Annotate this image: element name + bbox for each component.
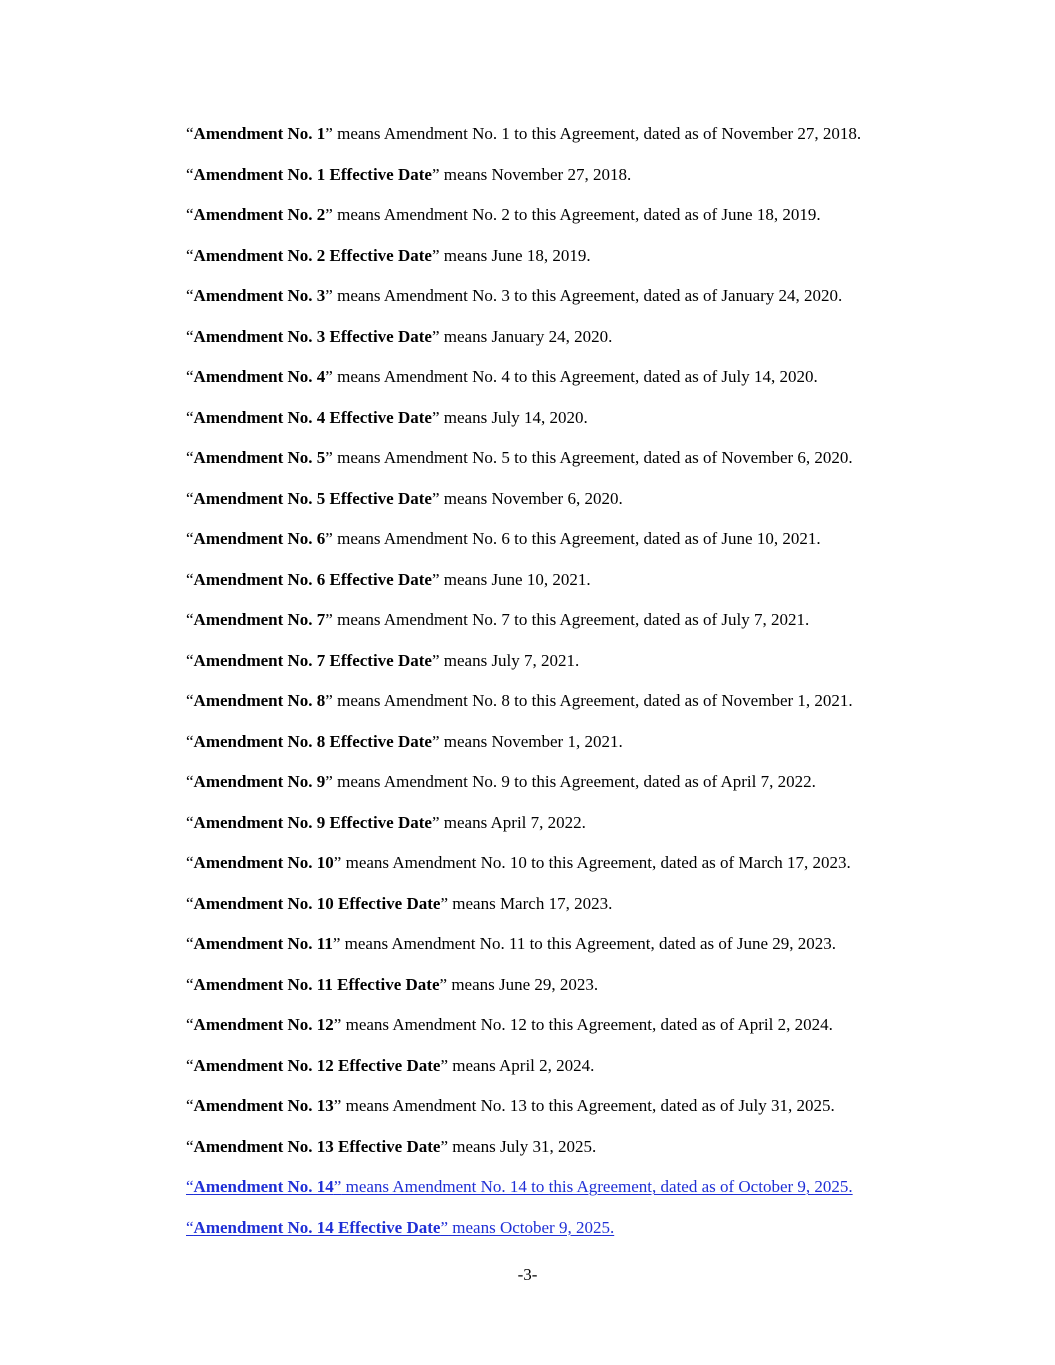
defined-term: Amendment No. 6 [193, 529, 326, 548]
defined-term: Amendment No. 2 [193, 205, 326, 224]
close-quote: ” [440, 1136, 449, 1156]
defined-term: Amendment No. 4 Effective Date [193, 407, 432, 427]
definition-row [186, 1014, 946, 1055]
open-quote: “ [186, 934, 194, 953]
open-quote: “ [186, 124, 194, 143]
close-quote: ” [325, 772, 333, 791]
open-quote: “ [186, 893, 194, 913]
defined-term: Amendment No. 12 Effective Date [193, 1055, 441, 1075]
defined-term: Amendment No. 6 Effective Date [193, 569, 432, 589]
definition-row [186, 569, 946, 610]
open-quote: “ [186, 1055, 194, 1075]
definition-row [186, 528, 946, 569]
defined-term: Amendment No. 11 [193, 934, 333, 953]
definition-row [186, 650, 946, 691]
definition-text: means Amendment No. 5 to this Agreement, dated as of November 6, 2020. [332, 448, 853, 467]
definition-text: means Amendment No. 3 to this Agreement, dated as of January 24, 2020. [332, 286, 843, 305]
close-quote: ” [325, 529, 333, 548]
definition-text: means January 24, 2020. [439, 326, 613, 346]
close-quote: ” [440, 1055, 449, 1075]
defined-term: Amendment No. 9 [193, 772, 326, 791]
close-quote: ” [431, 488, 440, 508]
definition-row [186, 812, 946, 853]
inserted-definition-row [186, 1217, 946, 1258]
close-quote: ” [325, 367, 333, 386]
defined-term: Amendment No. 3 [193, 286, 326, 305]
close-quote: ” [333, 1096, 342, 1115]
open-quote: “ [186, 610, 194, 629]
definition-row [186, 852, 946, 893]
defined-term: Amendment No. 1 Effective Date [193, 164, 432, 184]
close-quote: ” [440, 893, 449, 913]
close-quote: ” [431, 245, 440, 265]
definition-row [186, 1136, 946, 1177]
close-quote: ” [333, 1015, 342, 1034]
defined-term: Amendment No. 8 [193, 691, 326, 710]
definition-row [186, 204, 946, 245]
definition-text: means Amendment No. 8 to this Agreement, dated as of November 1, 2021. [332, 691, 853, 710]
definition-row [186, 488, 946, 529]
close-quote: ” [325, 610, 333, 629]
open-quote: “ [186, 1015, 194, 1034]
definition-row [186, 933, 946, 974]
definition-text: means April 2, 2024. [448, 1055, 595, 1075]
definition-row [186, 326, 946, 367]
close-quote: ” [325, 691, 333, 710]
definition-text: means Amendment No. 6 to this Agreement, dated as of June 10, 2021. [332, 529, 821, 548]
defined-term: Amendment No. 1 [193, 124, 326, 143]
close-quote: ” [431, 407, 440, 427]
open-quote: “ [186, 407, 194, 427]
definition-row [186, 690, 946, 731]
open-quote: “ [186, 1217, 194, 1237]
close-quote: ” [325, 205, 333, 224]
close-quote: ” [431, 650, 440, 670]
definition-text: means Amendment No. 14 to this Agreement, dated as of October 9, 2025. [341, 1177, 853, 1196]
close-quote: ” [431, 731, 440, 751]
defined-term: Amendment No. 10 Effective Date [193, 893, 441, 913]
definition-row [186, 123, 946, 164]
page-number: -3- [517, 1265, 538, 1284]
definition-row [186, 974, 946, 1015]
open-quote: “ [186, 448, 194, 467]
definition-text: means November 27, 2018. [439, 164, 632, 184]
close-quote: ” [325, 286, 333, 305]
open-quote: “ [186, 1136, 194, 1156]
close-quote: ” [431, 569, 440, 589]
open-quote: “ [186, 691, 194, 710]
open-quote: “ [186, 367, 194, 386]
open-quote: “ [186, 1177, 194, 1196]
defined-term: Amendment No. 7 Effective Date [193, 650, 432, 670]
defined-term: Amendment No. 12 [193, 1015, 334, 1034]
close-quote: ” [431, 326, 440, 346]
close-quote: ” [440, 1217, 449, 1237]
definitions-list [186, 123, 946, 1257]
definition-row [186, 1095, 946, 1136]
definition-row [186, 366, 946, 407]
defined-term: Amendment No. 7 [193, 610, 326, 629]
defined-term: Amendment No. 5 Effective Date [193, 488, 432, 508]
close-quote: ” [431, 812, 440, 832]
close-quote: ” [431, 164, 440, 184]
defined-term: Amendment No. 5 [193, 448, 326, 467]
close-quote: ” [439, 974, 448, 994]
open-quote: “ [186, 772, 194, 791]
definition-text: means June 10, 2021. [439, 569, 591, 589]
defined-term: Amendment No. 13 Effective Date [193, 1136, 441, 1156]
defined-term: Amendment No. 14 [193, 1177, 334, 1196]
open-quote: “ [186, 326, 194, 346]
open-quote: “ [186, 286, 194, 305]
definition-text: means Amendment No. 9 to this Agreement, dated as of April 7, 2022. [332, 772, 816, 791]
definition-text: means July 14, 2020. [439, 407, 588, 427]
definition-row [186, 609, 946, 650]
definition-text: means Amendment No. 11 to this Agreement, dated as of June 29, 2023. [340, 934, 836, 953]
definition-text: means Amendment No. 12 to this Agreement, dated as of April 2, 2024. [341, 1015, 833, 1034]
open-quote: “ [186, 812, 194, 832]
defined-term: Amendment No. 3 Effective Date [193, 326, 432, 346]
open-quote: “ [186, 731, 194, 751]
close-quote: ” [325, 124, 333, 143]
definition-text: means Amendment No. 1 to this Agreement, dated as of November 27, 2018. [332, 124, 862, 143]
definition-row [186, 245, 946, 286]
definition-text: means October 9, 2025. [448, 1217, 615, 1237]
definition-text: means Amendment No. 2 to this Agreement, dated as of June 18, 2019. [332, 205, 821, 224]
definition-text: means November 1, 2021. [439, 731, 623, 751]
open-quote: “ [186, 853, 194, 872]
definition-row [186, 1055, 946, 1096]
close-quote: ” [332, 934, 341, 953]
definition-text: means April 7, 2022. [439, 812, 586, 832]
definition-text: means June 18, 2019. [439, 245, 591, 265]
defined-term: Amendment No. 8 Effective Date [193, 731, 432, 751]
defined-term: Amendment No. 13 [193, 1096, 334, 1115]
definition-row [186, 731, 946, 772]
definition-row [186, 893, 946, 934]
defined-term: Amendment No. 4 [193, 367, 326, 386]
definition-text: means July 7, 2021. [439, 650, 580, 670]
definition-text: means March 17, 2023. [448, 893, 613, 913]
open-quote: “ [186, 245, 194, 265]
defined-term: Amendment No. 10 [193, 853, 334, 872]
close-quote: ” [333, 1177, 342, 1196]
defined-term: Amendment No. 11 Effective Date [193, 974, 440, 994]
definition-text: means July 31, 2025. [448, 1136, 597, 1156]
definition-row [186, 407, 946, 448]
definition-text: means Amendment No. 10 to this Agreement, dated as of March 17, 2023. [341, 853, 851, 872]
definition-row [186, 771, 946, 812]
open-quote: “ [186, 650, 194, 670]
open-quote: “ [186, 164, 194, 184]
open-quote: “ [186, 1096, 194, 1115]
defined-term: Amendment No. 2 Effective Date [193, 245, 432, 265]
inserted-definition-row [186, 1176, 946, 1217]
definition-row [186, 447, 946, 488]
definition-text: means Amendment No. 7 to this Agreement, dated as of July 7, 2021. [332, 610, 810, 629]
open-quote: “ [186, 205, 194, 224]
definition-row [186, 285, 946, 326]
defined-term: Amendment No. 9 Effective Date [193, 812, 432, 832]
definition-text: means Amendment No. 13 to this Agreement, dated as of July 31, 2025. [341, 1096, 835, 1115]
definition-text: means November 6, 2020. [439, 488, 623, 508]
close-quote: ” [333, 853, 342, 872]
definition-text: means June 29, 2023. [447, 974, 599, 994]
open-quote: “ [186, 974, 194, 994]
open-quote: “ [186, 569, 194, 589]
definition-text: means Amendment No. 4 to this Agreement, dated as of July 14, 2020. [332, 367, 818, 386]
open-quote: “ [186, 488, 194, 508]
definition-row [186, 164, 946, 205]
close-quote: ” [325, 448, 333, 467]
defined-term: Amendment No. 14 Effective Date [193, 1217, 441, 1237]
open-quote: “ [186, 529, 194, 548]
